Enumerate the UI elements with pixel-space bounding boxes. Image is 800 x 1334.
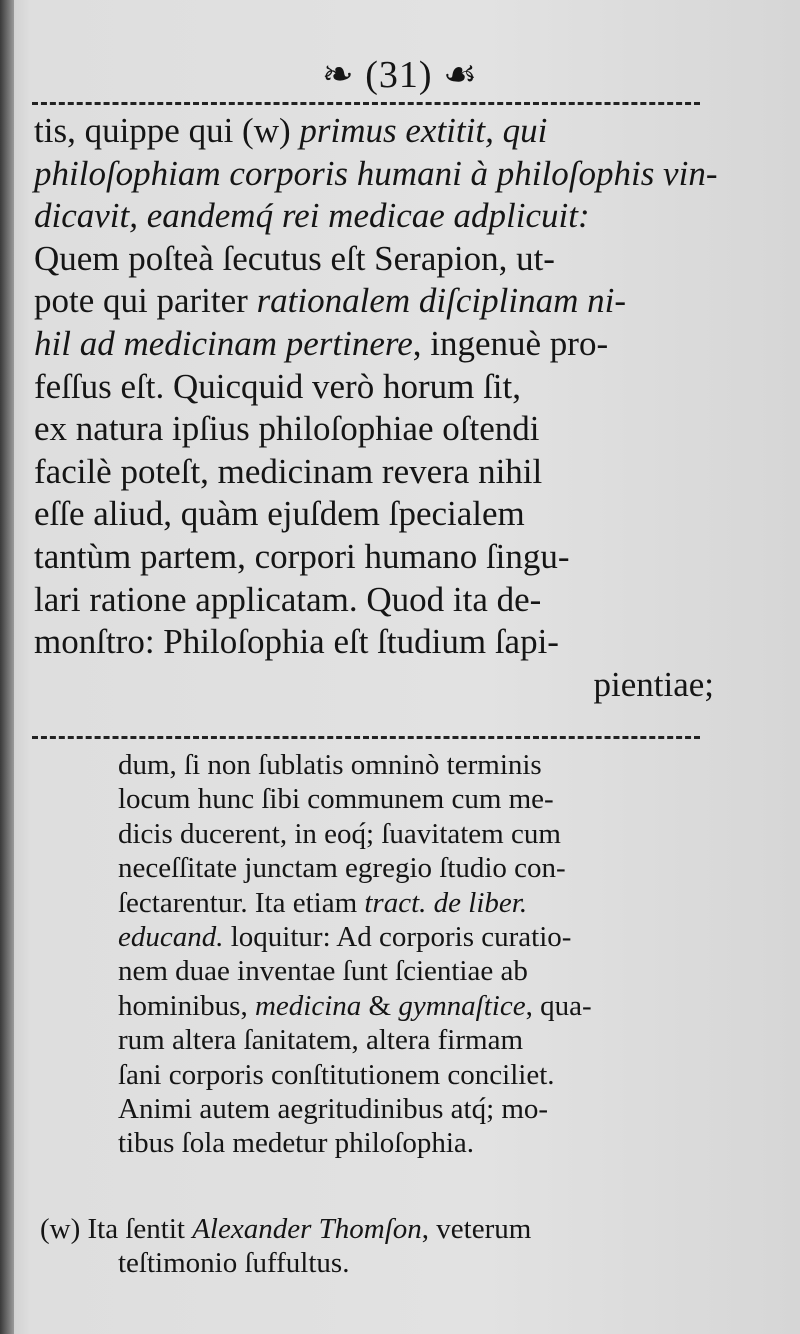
text-run: eſſe aliud, quàm ejuſdem ſpecialem <box>34 494 525 534</box>
note-line <box>118 920 718 954</box>
text-run: locum hunc ſibi communem cum me- <box>118 783 554 816</box>
text-run: dicis ducerent, in eoq́; ſuavitatem cum <box>118 817 561 850</box>
text-run: , veterum <box>421 1213 532 1245</box>
text-run: ſectarentur. Ita etiam <box>118 886 365 919</box>
italic-run: medicina <box>254 989 362 1022</box>
main-text-line <box>34 493 714 536</box>
note-continuation-block <box>118 748 718 1161</box>
text-run: tis, quippe qui (w) <box>34 111 300 150</box>
note-line <box>118 954 718 988</box>
text-run: tibus ſola medetur philoſophia. <box>118 1127 475 1160</box>
footnote-line <box>40 1212 720 1246</box>
italic-run: dicavit, eandemq́ rei medicae adplicuit: <box>34 196 590 236</box>
main-text-line <box>34 451 714 494</box>
italic-run: primus extitit, qui <box>299 111 548 150</box>
note-line <box>118 748 718 782</box>
text-run: neceſſitate junctam egregio ſtudio con- <box>118 852 566 885</box>
text-run: facilè poteſt, medicinam revera nihil <box>34 451 543 491</box>
italic-run: rationalem diſciplinam ni- <box>256 281 626 321</box>
main-text-line <box>34 153 718 196</box>
text-run: monſtro: Philoſophia eſt ſtudium ſapi- <box>34 622 559 662</box>
note-line <box>118 1126 718 1160</box>
italic-run: tract. de liber. <box>364 886 528 919</box>
main-text-line <box>34 366 714 409</box>
text-run: lari ratione applicatam. Quod ita de- <box>34 579 542 619</box>
text-run: ſani corporis conſtitutionem conciliet. <box>118 1058 555 1091</box>
text-run: rum altera ſanitatem, altera firmam <box>118 1024 523 1057</box>
main-text-line <box>34 664 714 707</box>
header-rule <box>32 102 700 105</box>
note-line <box>118 989 718 1023</box>
book-spine-shadow <box>0 0 14 1334</box>
italic-run: philoſophiam corporis humani à philoſophis vin- <box>34 153 718 193</box>
note-line <box>118 817 718 851</box>
text-run: Animi autem aegritudinibus atq́; mo- <box>118 1093 549 1126</box>
note-line <box>118 851 718 885</box>
italic-run: gymnaſtice <box>398 989 526 1022</box>
text-run: nem duae inventae ſunt ſcientiae ab <box>118 955 528 988</box>
italic-run: Alexander Thomſon <box>192 1213 422 1245</box>
main-text-line <box>34 238 714 281</box>
italic-run: educand. <box>118 921 224 954</box>
text-run: Quem poſteà ſecutus eſt Serapion, ut- <box>34 238 555 278</box>
text-run: loquitur: Ad corporis curatio- <box>223 921 572 954</box>
main-text-line <box>34 579 714 622</box>
main-text-line <box>34 280 714 323</box>
note-line <box>118 782 718 816</box>
footnote-line <box>40 1246 720 1280</box>
note-line <box>118 1092 718 1126</box>
text-run: pote qui pariter <box>34 281 257 321</box>
italic-run: hil ad medicinam pertinere <box>34 323 413 363</box>
text-run: , qua- <box>525 989 592 1022</box>
main-text-line <box>34 110 714 153</box>
main-text-block <box>34 110 718 706</box>
main-text-line <box>34 536 714 579</box>
text-run: & <box>361 989 399 1022</box>
text-run: ex natura ipſius philoſophiae oſtendi <box>34 409 540 449</box>
main-text-line <box>34 323 714 366</box>
text-run: , ingenuè pro- <box>412 323 609 363</box>
page-number: ❧ (31) ☙ <box>321 54 479 96</box>
footnote-w <box>40 1212 720 1281</box>
main-text-line <box>34 621 714 664</box>
note-line <box>118 1023 718 1057</box>
main-text-line <box>34 195 714 238</box>
text-run: pientiae; <box>593 664 714 704</box>
text-run: dum, ſi non ſublatis omninò terminis <box>118 749 542 781</box>
main-text-line <box>34 408 714 451</box>
note-line <box>118 886 718 920</box>
note-separator-rule <box>32 736 700 739</box>
note-line <box>118 1058 718 1092</box>
text-run: teſtimonio ſuffultus. <box>118 1247 350 1280</box>
text-run: hominibus, <box>118 989 255 1022</box>
text-run: tantùm partem, corpori humano ſingu- <box>34 536 570 576</box>
text-run: feſſus eſt. Quicquid verò horum ſit, <box>34 366 521 406</box>
text-run: (w) Ita ſentit <box>40 1213 193 1245</box>
